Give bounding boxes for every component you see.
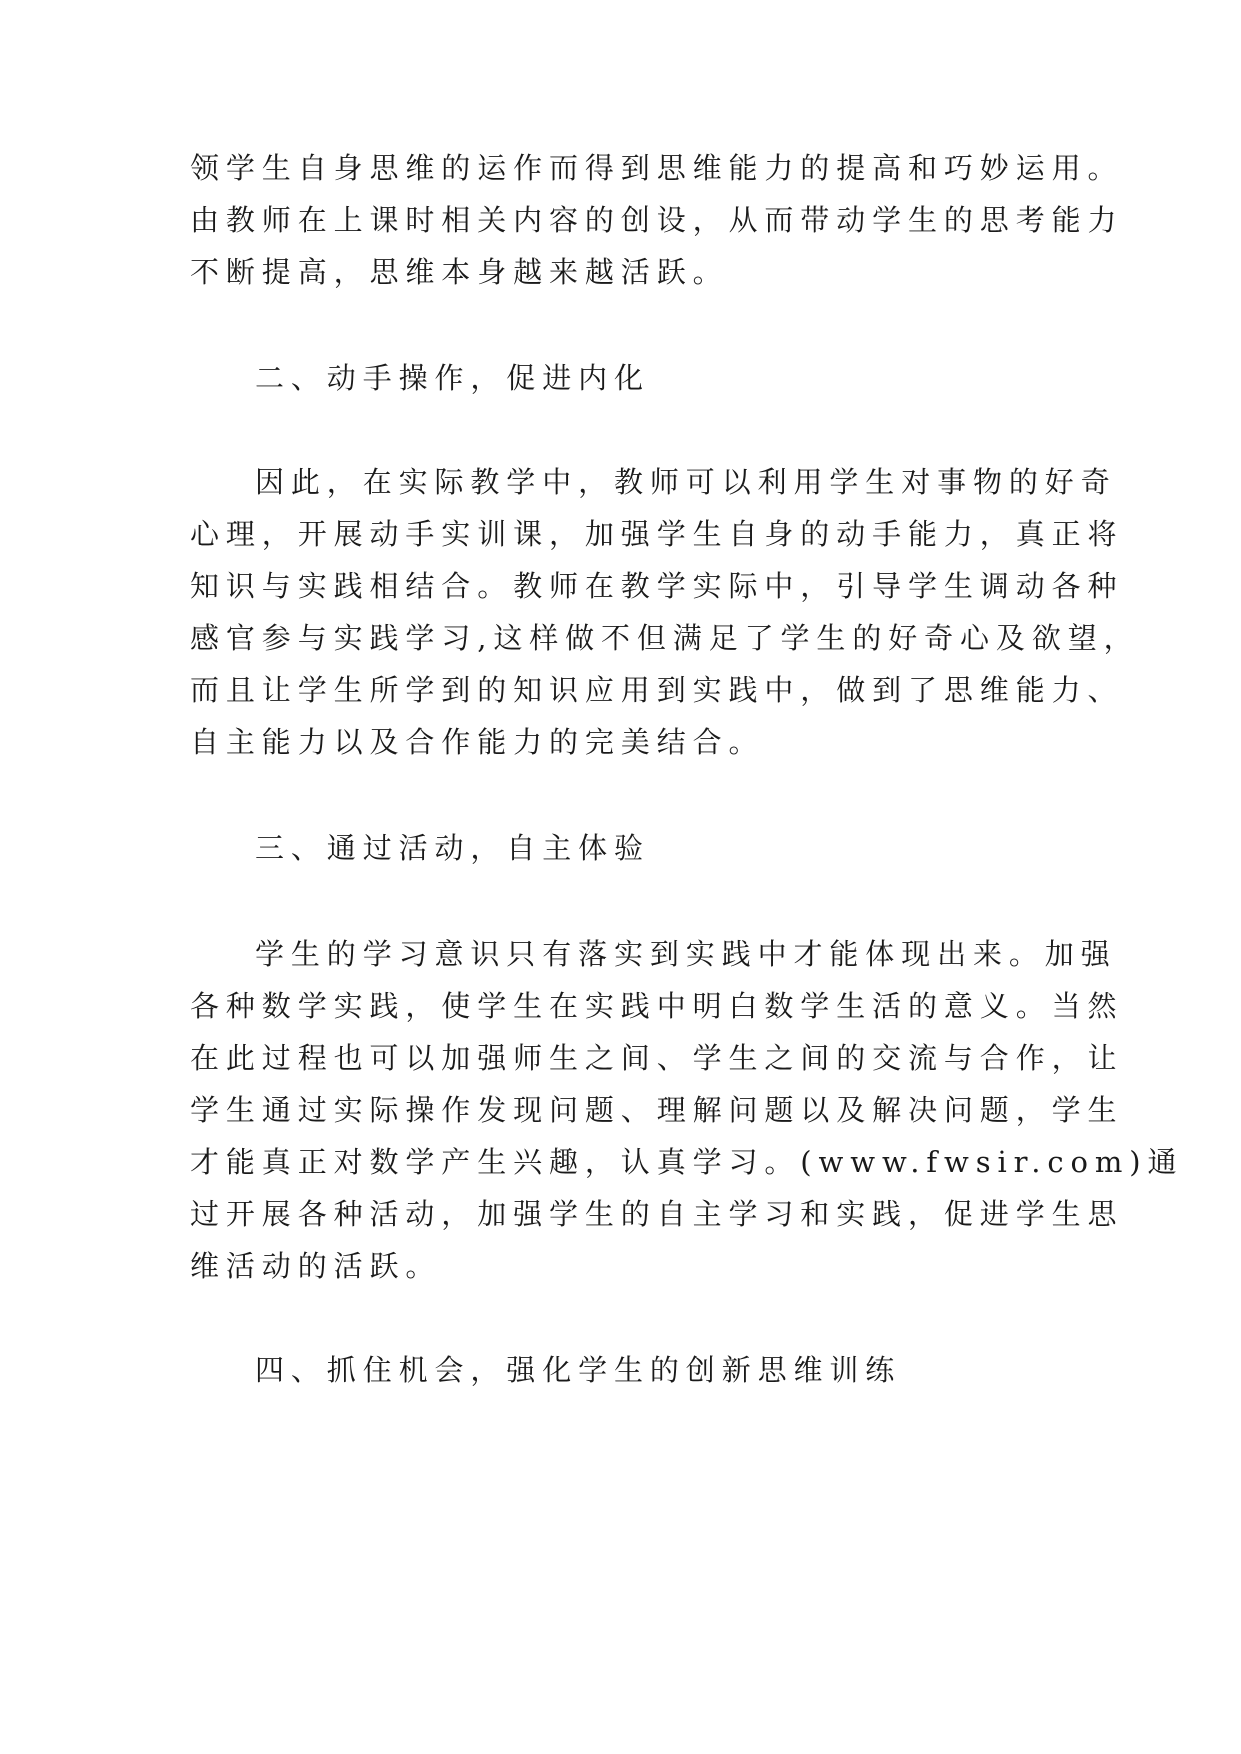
paragraph-line: 不断提高，思维本身越来越活跃。 bbox=[190, 255, 729, 289]
section-heading: 二、动手操作，促进内化 bbox=[255, 361, 650, 395]
paragraph-line: 维活动的活跃。 bbox=[190, 1249, 442, 1283]
paragraph-line: 而且让学生所学到的知识应用到实践中，做到了思维能力、 bbox=[190, 673, 1124, 707]
paragraph-line: 领学生自身思维的运作而得到思维能力的提高和巧妙运用。 bbox=[190, 151, 1124, 185]
paragraph-line: 过开展各种活动，加强学生的自主学习和实践，促进学生思 bbox=[190, 1197, 1124, 1231]
section-heading: 三、通过活动，自主体验 bbox=[255, 831, 650, 865]
paragraph-line: 感官参与实践学习,这样做不但满足了学生的好奇心及欲望， bbox=[190, 621, 1140, 655]
paragraph-line: 在此过程也可以加强师生之间、学生之间的交流与合作，让 bbox=[190, 1041, 1124, 1075]
paragraph-line: 由教师在上课时相关内容的创设，从而带动学生的思考能力 bbox=[190, 203, 1124, 237]
paragraph-line: 学生通过实际操作发现问题、理解问题以及解决问题，学生 bbox=[190, 1093, 1124, 1127]
paragraph-line: 心理，开展动手实训课，加强学生自身的动手能力，真正将 bbox=[190, 517, 1124, 551]
paragraph-line: 自主能力以及合作能力的完美结合。 bbox=[190, 725, 765, 759]
paragraph-line: 才能真正对数学产生兴趣，认真学习。(www.fwsir.com)通 bbox=[190, 1145, 1184, 1179]
paragraph-line: 学生的学习意识只有落实到实践中才能体现出来。加强 bbox=[255, 937, 1117, 971]
paragraph-line: 各种数学实践，使学生在实践中明白数学生活的意义。当然 bbox=[190, 989, 1124, 1023]
section-heading: 四、抓住机会，强化学生的创新思维训练 bbox=[255, 1353, 902, 1387]
paragraph-line: 因此，在实际教学中，教师可以利用学生对事物的好奇 bbox=[255, 465, 1117, 499]
paragraph-line: 知识与实践相结合。教师在教学实际中，引导学生调动各种 bbox=[190, 569, 1124, 603]
